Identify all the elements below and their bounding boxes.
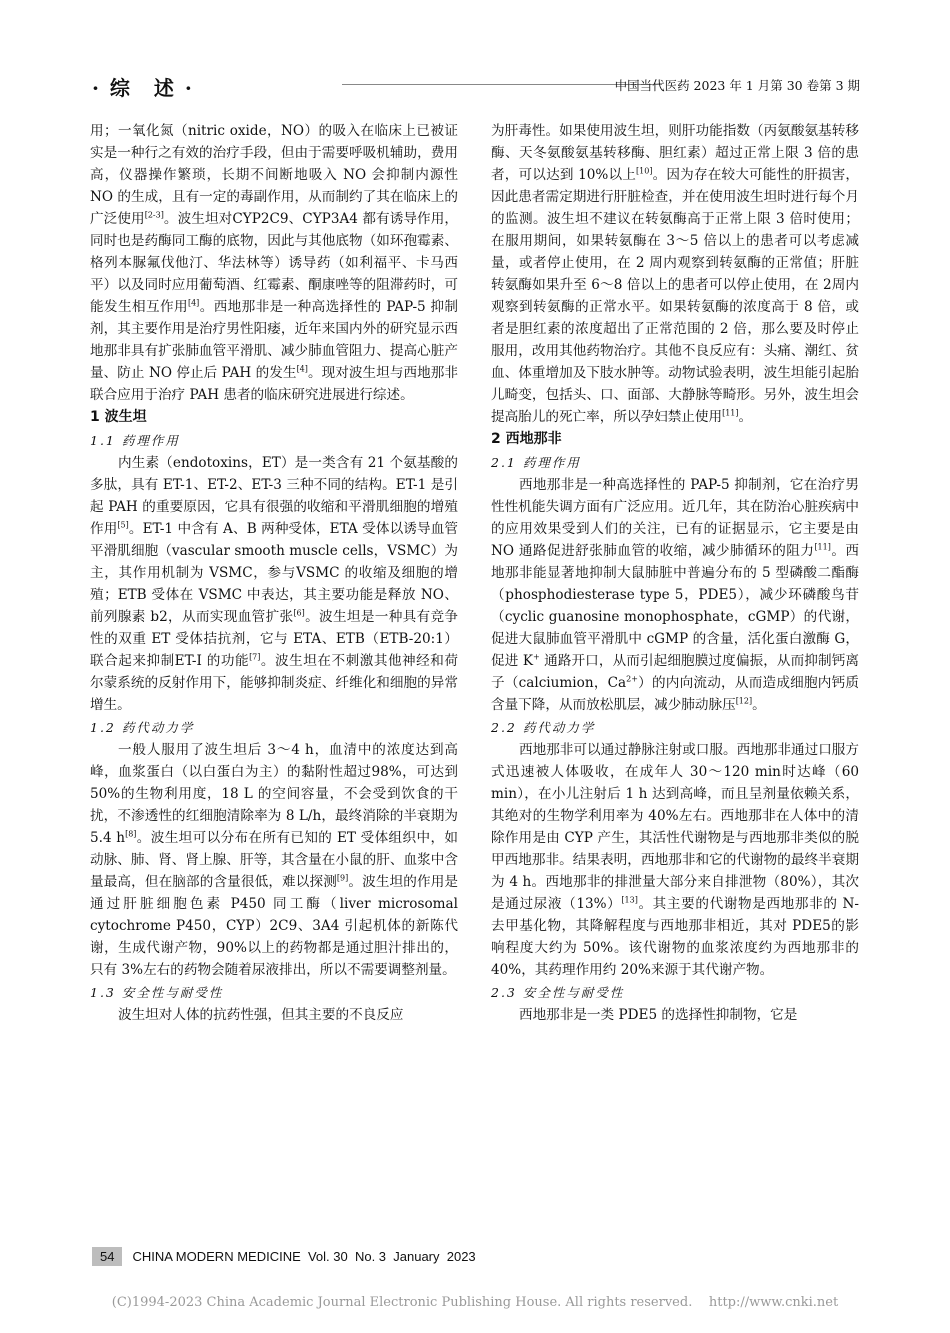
subsection-heading: 2.1 药理作用 <box>491 455 581 470</box>
paragraph: 西地那非是一种高选择性的 PAP-5 抑制剂，它在治疗男性性机能失调方面有广泛应用。近几年，其在防治心脏疾病中的应用效果受到人们的关注，已有的证据显示，它主要是由 NO 通路促进舒张肺血管的收缩，减少肺循环的阻力[11]。西地那非能显著地抑制大鼠肺脏中普遍分布的 5 型磷酸二酯酶（phosphodiesterase type 5，PDE5），减少环磷酸鸟苷（cyclic guanosine monophosphate，cGMP）的代谢，促进大鼠肺血管平滑肌中 cGMP 的含量，活化蛋白激酶 G，促进 K+ 通路开口，从而引起细胞膜过度偏振，从而抑制钙离子（calciumion，$Ca^{2+}$）的内向流动，从而造成细胞内钙质含量下降，从而放松肌层，减少肺动脉压[12]。 <box>491 477 860 713</box>
copyright-watermark: (C)1994-2023 China Academic Journal Electronic Publishing House. All rights reserved. http://www.cnki.net <box>111 1295 839 1310</box>
paragraph: 内生素（endotoxins，ET）是一类含有 21 个氨基酸的多肽，具有 ET-1、ET-2、ET-3 三种不同的结构。ET-1 是引起 PAH 的重要原因，它具有很强的收缩和平滑肌细胞的增殖作用[5]。ET-1 中含有 A、B 两种受体，ETA 受体以诱导血管平滑肌细胞（vascular smooth muscle cells，VSMC）为主，其作用机制为 VSMC，参与VSMC 的收缩及细胞的增殖；ETB 受体在 VSMC 中表达，其主要功能是释放 NO、前列腺素 b2，从而实现血管扩张[6]。波生坦是一种具有竞争性的双重 ET 受体拮抗剂，它与 ETA、ETB（ETB-20:1）联合起来抑制ET-I 的功能[7]。波生坦在不刺激其他神经和荷尔蒙系统的反射作用下，能够抑制炎症、纤维化和细胞的异常增生。 <box>90 455 459 713</box>
section-heading: 2 西地那非 <box>491 431 562 447</box>
page-footer <box>92 1247 476 1269</box>
paragraph: 西地那非可以通过静脉注射或口服。西地那非通过口服方式迅速被人体吸收，在成年人 30～120 min时达峰（60 min），在小儿注射后 1 h 达到高峰，而且呈剂量依赖关系，其绝对的生物学利用率为 40%左右。西地那非在人体中的清除作用是由 CYP 产生，其活性代谢物是与西地那非类似的脱甲西地那非。结果表明，西地那非和它的代谢物的最终半衰期为 4 h。西地那非的排泄量大部分来自排泄物（80%），其次是通过尿液（13%）[13]。其主要的代谢物是西地那非的 N- 去甲基化物，其降解程度与西地那非相近，其对 PDE5的影响程度大约为 50%。该代谢物的血浆浓度约为西地那非的 40%，其药理作用约 20%来源于其代谢产物。 <box>491 742 860 978</box>
page-header <box>92 70 860 104</box>
paragraph: 用；一氧化氮（nitric oxide，NO）的吸入在临床上已被证实是一种行之有效的治疗手段，但由于需要呼吸机辅助，费用高，仪器操作繁琐，长期不间断地吸入 NO 会抑制内源性 NO 的生成，且有一定的毒副作用，从而制约了其在临床上的广泛使用[2-3]。波生坦对CYP2C9、CYP3A4 都有诱导作用，同时也是药酶同工酶的底物，因此与其他底物（如环孢霉素、格列本脲氟伐他汀、华法林等）诱导药（如利福平、卡马西平）以及同时应用葡萄酒、红霉素、酮康唑等的阻滞药时，可能发生相互作用[4]。西地那非是一种高选择性的 PAP-5 抑制剂，其主要作用是治疗男性阳痿，近年来国内外的研究显示西地那非具有扩张肺血管平滑肌、减少肺血管阻力、提高心脏产量、防止 NO 停止后 PAH 的发生[4]。现对波生坦与西地那非联合应用于治疗 PAH 患者的临床研究进展进行综述。 <box>90 123 459 403</box>
right-column <box>491 120 859 1026</box>
paragraph: 为肝毒性。如果使用波生坦，则肝功能指数（丙氨酸氨基转移酶、天冬氨酸氨基转移酶、胆红素）超过正常上限 3 倍的患者，可以达到 10%以上[10]。因为存在较大可能性的肝损害，因此患者需定期进行肝脏检查，并在使用波生坦时进行每个月的监测。波生坦不建议在转氨酶高于正常上限 3 倍时使用；在服用期间，如果转氨酶在 3～5 倍以上的患者可以考虑减量，或者停止使用，在 2 周内观察到转氨酶的正常值；肝脏转氨酶如果升至 6～8 倍以上的患者可以停止使用，在 2周内观察到转氨酶的正常水平。如果转氨酶的浓度高于 8 倍，或者是胆红素的浓度超出了正常范围的 2 倍，那么要及时停止服用，改用其他药物治疗。其他不良反应有：头痛、潮红、贫血、体重增加及下肢水肿等。动物试验表明，波生坦能引起胎儿畸变，包括头、口、面部、大静脉等畸形。另外，波生坦会提高胎儿的死亡率，所以孕妇禁止使用[11]。 <box>491 123 859 425</box>
journal-citation: CHINA MODERN MEDICINE Vol. 30 No. 3 January 2023 <box>132 1249 476 1264</box>
subsection-heading: 1.3 安全性与耐受性 <box>90 985 224 1000</box>
subsection-heading: 2.2 药代动力学 <box>491 720 596 735</box>
subsection-heading: 2.3 安全性与耐受性 <box>491 985 625 1000</box>
page-number: 54 <box>92 1247 122 1266</box>
left-column <box>90 120 458 1026</box>
paragraph: 波生坦对人体的抗药性强，但其主要的不良反应 <box>118 1007 404 1023</box>
section-name: · 综 述 · <box>92 76 194 100</box>
paragraph: 西地那非是一类 PDE5 的选择性抑制物，它是 <box>519 1007 798 1023</box>
subsection-heading: 1.1 药理作用 <box>90 433 180 448</box>
paragraph: 一般人服用了波生坦后 3～4 h，血清中的浓度达到高峰，血浆蛋白（以白蛋白为主）的黏附性超过98%，可达到 50%的生物利用度，18 L 的空间容量，不会受到饮食的干扰，不渗透性的红细胞清除率为 8 L/h，最终消除的半衰期为 5.4 h[8]。波生坦可以分布在所有已知的 ET 受体组织中，如动脉、肺、肾、肾上腺、肝等，其含量在小鼠的肝、血浆中含量最高，但在脑部的含量很低，难以探测[9]。波生坦的作用是通过肝脏细胞色素 P450 同工酶（liver microsomal cytochrome P450，CYP）2C9、3A4 引起机体的新陈代谢，生成代谢产物，90%以上的药物都是通过胆汁排出的，只有 3%左右的药物会随着尿液排出，所以不需要调整剂量。 <box>90 742 459 978</box>
subsection-heading: 1.2 药代动力学 <box>90 720 195 735</box>
section-heading: 1 波生坦 <box>90 409 147 425</box>
journal-issue: 中国当代医药 2023 年 1 月第 30 卷第 3 期 <box>614 78 860 93</box>
